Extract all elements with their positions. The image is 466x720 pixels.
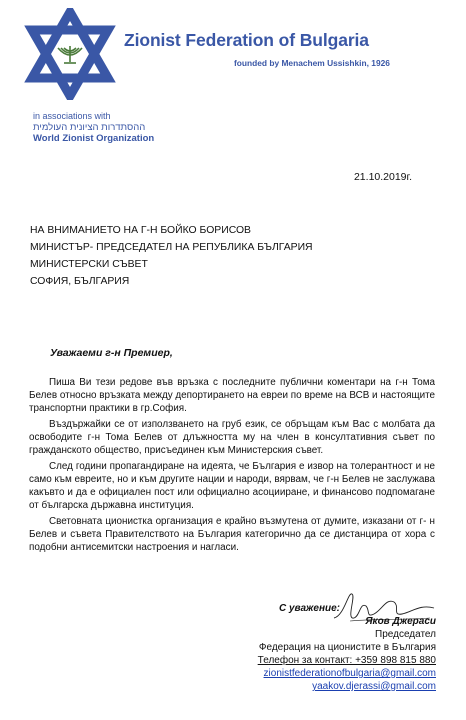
address-line: НА ВНИМАНИЕТО НА Г-Н БОЙКО БОРИСОВ	[30, 225, 251, 236]
association-org-name: World Zionist Organization	[33, 133, 155, 144]
signature-block	[258, 602, 436, 693]
association-hebrew-name: ההסתדרות הציונית העולמית	[33, 122, 146, 133]
body-paragraph: Пиша Ви тези редове във връзка с последните публични коментари на г-н Тома Белев относно връзката между депортирането на евреи по време на ВСВ и настоящите транспортни практики в гр.София.	[29, 377, 435, 414]
salutation: Уважаеми г-н Премиер,	[50, 347, 173, 359]
organization-name: Zionist Federation of Bulgaria	[124, 30, 369, 50]
contact-phone: Телефон за контакт: +359 898 815 880	[257, 655, 436, 666]
email-link-personal[interactable]: yaakov.djerassi@gmail.com	[312, 681, 436, 692]
closing-phrase: С уважение:	[279, 603, 340, 614]
recipient-address	[30, 222, 313, 290]
signer-title: Председател	[375, 629, 436, 640]
address-line: МИНИСТЕРСКИ СЪВЕТ	[30, 259, 148, 270]
association-block	[33, 111, 173, 144]
body-paragraph: Световната ционистка организация е крайно възмутена от думите, изказани от г- н Белев и съвета Правителството на България категорично да се дистанцира от хора с подобни антисемитски настроения и нагласи.	[29, 516, 435, 553]
founded-subtitle: founded by Menachem Ussishkin, 1926	[234, 58, 390, 68]
body-paragraph: Въздържайки се от използването на груб език, се обръщам към Вас с молбата да освободите г-н Тома Белев от длъжността му на член в консултативния съвет по гражданското общество, присъединен към Министерския съвет.	[29, 419, 435, 456]
letter-body	[29, 376, 435, 557]
letter-date: 21.10.2019г.	[353, 171, 412, 183]
address-line: МИНИСТЪР- ПРЕДСЕДАТЕЛ НА РЕПУБЛИКА БЪЛГАРИЯ	[30, 242, 313, 253]
menorah-icon	[58, 46, 82, 63]
star-of-david-logo-icon	[24, 8, 116, 100]
association-label: in associations with	[33, 111, 111, 121]
address-line: СОФИЯ, БЪЛГАРИЯ	[30, 276, 130, 287]
email-link-federation[interactable]: zionistfederationofbulgaria@gmail.com	[263, 668, 436, 679]
body-paragraph: След години пропагандиране на идеята, че България е извор на толерантност и не само към евреите, но и към другите нации и народи, вярвам, че г-н Белев не заслужава какъвто и да е официален пост или официално асоцииране, и финансово подпомагане от българска държавна институция.	[29, 461, 435, 511]
signer-name: Яков Джераси	[365, 616, 436, 627]
signer-organization: Федерация на ционистите в България	[258, 642, 436, 653]
